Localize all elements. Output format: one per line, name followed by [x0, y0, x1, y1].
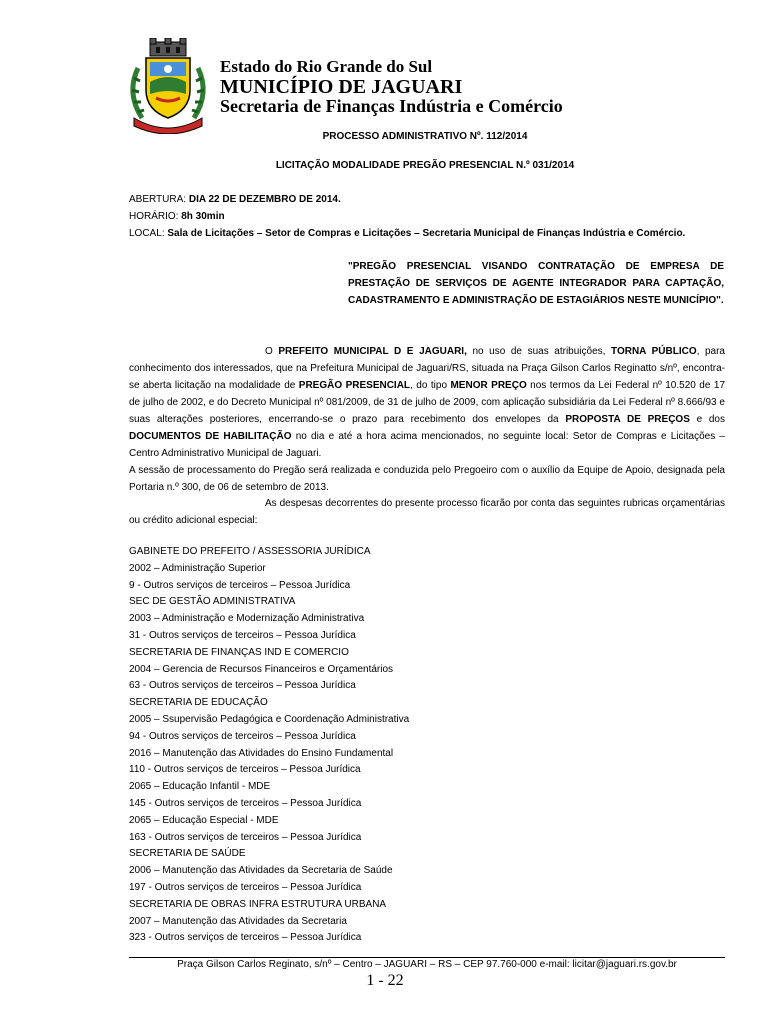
opening-date — [129, 194, 341, 205]
budget-line: GABINETE DO PREFEITO / ASSESSORIA JURÍDICA — [129, 546, 371, 557]
budget-line: 2006 – Manutenção das Atividades da Secretaria de Saúde — [129, 865, 393, 877]
budget-line: 94 - Outros serviços de terceiros – Pessoa Jurídica — [129, 730, 356, 742]
opening-time-value: 8h 30min — [181, 211, 225, 222]
budget-lines-list — [129, 544, 729, 947]
footer-address: Praça Gilson Carlos Reginato, s/nº – Centro – JAGUARI – RS – CEP 97.760-000 e-mail: licitar@jaguari.rs.gov.br — [177, 959, 677, 970]
budget-line: 197 - Outros serviços de terceiros – Pessoa Jurídica — [129, 881, 362, 893]
budget-line: 2065 – Educação Especial - MDE — [129, 814, 279, 826]
budget-line: 31 - Outros serviços de terceiros – Pessoa Jurídica — [129, 629, 356, 641]
budget-line: 2005 – Ssupervisão Pedagógica e Coordenação Administrativa — [129, 713, 410, 725]
expenses-paragraph: As despesas decorrentes do presente processo ficarão por conta das seguintes rubricas orçamentárias ou crédito adicional especial: — [129, 498, 725, 526]
budget-line: SECRETARIA DE SAÚDE — [129, 848, 246, 860]
budget-line: 2016 – Manutenção das Atividades do Ensino Fundamental — [129, 747, 394, 759]
budget-line: 110 - Outros serviços de terceiros – Pessoa Jurídica — [129, 764, 361, 776]
bid-title: LICITAÇÃO MODALIDADE PREGÃO PRESENCIAL N.º 031/2014 — [275, 160, 575, 171]
budget-line: SECRETARIA DE EDUCAÇÃO — [129, 697, 268, 709]
budget-line: SECRETARIA DE FINANÇAS IND E COMERCIO — [129, 646, 349, 658]
process-title: PROCESSO ADMINISTRATIVO Nº. 112/2014 — [322, 131, 528, 142]
budget-line: 2003 – Administração e Modernização Administrativa — [129, 613, 365, 625]
bid-object: "PREGÃO PRESENCIAL VISANDO CONTRATAÇÃO DE EMPRESA DE PRESTAÇÃO DE SERVIÇOS DE AGENTE INTEGRADOR PARA CAPTAÇÃO, CADASTRAMENTO E ADMINISTRAÇÃO DE ESTAGIÁRIOS NESTE MUNICÍPIO". — [348, 261, 724, 306]
budget-line: 145 - Outros serviços de terceiros – Pessoa Jurídica — [129, 797, 362, 809]
budget-line: 2002 – Administração Superior — [129, 562, 266, 574]
opening-location — [129, 228, 685, 239]
budget-line: 63 - Outros serviços de terceiros – Pessoa Jurídica — [129, 680, 356, 692]
opening-time-label: HORÁRIO: — [129, 211, 182, 222]
page-number: 1 - 22 — [366, 972, 404, 989]
opening-time — [129, 211, 225, 222]
budget-line: 2065 – Educação Infantil - MDE — [129, 781, 271, 793]
budget-line: 2007 – Manutenção das Atividades da Secretaria — [129, 915, 347, 927]
header-state: Estado do Rio Grande do Sul — [220, 57, 433, 76]
header-department: Secretaria de Finanças Indústria e Comércio — [220, 96, 563, 116]
budget-line: 323 - Outros serviços de terceiros – Pessoa Jurídica — [129, 932, 362, 944]
opening-location-label: LOCAL: — [129, 228, 168, 239]
budget-line: 2004 – Gerencia de Recursos Financeiros e Orçamentários — [129, 663, 394, 675]
municipal-crest-icon — [120, 38, 216, 134]
header-municipality: MUNICÍPIO DE JAGUARI — [220, 76, 463, 98]
session-paragraph: A sessão de processamento do Pregão será realizada e conduzida pelo Pregoeiro com o auxílio da Equipe de Apoio, designada pela Portaria n.º 300, de 06 de setembro de 2013. — [129, 465, 725, 493]
notice-paragraph: O PREFEITO MUNICIPAL D E JAGUARI, no uso de suas atribuições, TORNA PÚBLICO, para conhecimento dos interessados, que na Prefeitura Municipal de Jaguari/RS, situada na Praça Gilson Carlos Reginatto s/nº, encontra-se aberta licitação na modalidade de PREGÃO PRESENCIAL, do tipo MENOR PREÇO nos termos da Lei Federal nº 10.520 de 17 de julho de 2002, e do Decreto Municipal nº 081/2009, de 31 de julho de 2009, com aplicação subsidiária da Lei Federal nº 8.666/93 e suas alterações posteriores, encerrando-se o prazo para recebimento dos envelopes da PROPOSTA DE PREÇOS e dos DOCUMENTOS DE HABILITAÇÃO no dia e até a hora acima mencionados, no seguinte local: Setor de Compras e Licitações – Centro Administrativo Municipal de Jaguari. — [129, 346, 726, 459]
budget-line: SEC DE GESTÃO ADMINISTRATIVA — [129, 596, 296, 608]
opening-date-label: ABERTURA: — [129, 194, 189, 205]
opening-location-value: Sala de Licitações – Setor de Compras e Licitações – Secretaria Municipal de Finanças Indústria e Comércio. — [167, 228, 686, 239]
budget-line: 9 - Outros serviços de terceiros – Pessoa Jurídica — [129, 579, 351, 591]
footer-divider — [129, 957, 725, 958]
budget-line: 163 - Outros serviços de terceiros – Pessoa Jurídica — [129, 831, 362, 843]
opening-date-value: DIA 22 DE DEZEMBRO DE 2014. — [188, 194, 341, 205]
budget-line: SECRETARIA DE OBRAS INFRA ESTRUTURA URBANA — [129, 898, 387, 910]
